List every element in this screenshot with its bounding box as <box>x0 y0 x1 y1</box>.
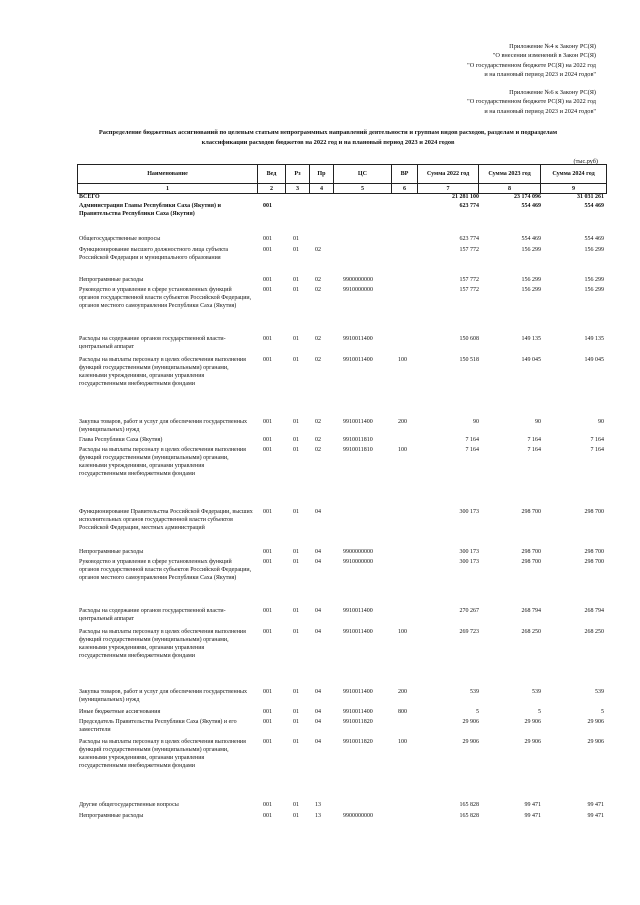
row-name: Функционирование Правительства Российской Федерации, высших исполнительных органов государственной власти субъектов Российской Федерации, местных администраций <box>79 509 253 531</box>
row-ved: 001 <box>263 509 272 515</box>
appendix-note-line: и на плановый период 2023 и 2024 годов" <box>484 70 596 78</box>
row-ved: 001 <box>263 689 272 695</box>
row-name: Непрограммные расходы <box>79 813 144 819</box>
row-name: ВСЕГО <box>79 194 100 200</box>
row-sum-2023: 7 164 <box>527 447 541 453</box>
row-pr: 02 <box>315 357 321 363</box>
row-sum-2023: 5 <box>538 709 541 715</box>
row-name: Глава Республики Саха (Якутия) <box>79 437 163 443</box>
row-cs: 9910011400 <box>343 709 373 715</box>
row-sum-2022: 90 <box>473 419 479 425</box>
document-title: Распределение бюджетных ассигнований по целевым статьям непрограммных направлений деятельности и группам видов расходов, разделам и подразделам классификации расходов бюджетов на 2022 год и на плановый период 2023 и 2024 годов <box>98 129 558 146</box>
row-sum-2023: 298 700 <box>521 509 541 515</box>
appendix-note-line: Приложение №6 к Закону РС(Я) <box>509 89 596 96</box>
appendix-note-4 <box>336 42 596 79</box>
row-sum-2022: 150 608 <box>459 336 479 342</box>
row-sum-2024: 149 045 <box>584 357 604 363</box>
appendix-note-line: Приложение №4 к Закону РС(Я) <box>509 43 596 50</box>
row-sum-2022: 150 518 <box>459 357 479 363</box>
row-rz: 01 <box>293 236 299 242</box>
row-vr: 200 <box>398 419 407 425</box>
row-pr: 13 <box>315 813 321 819</box>
row-sum-2023: 29 906 <box>524 739 541 745</box>
row-sum-2024: 554 469 <box>584 203 604 209</box>
row-rz: 01 <box>293 447 299 453</box>
row-sum-2022: 623 774 <box>459 203 479 209</box>
row-pr: 04 <box>315 509 321 515</box>
row-sum-2024: 99 471 <box>587 813 604 819</box>
row-ved: 001 <box>263 549 272 555</box>
column-header-vr: ВР <box>392 165 418 184</box>
row-rz: 01 <box>293 689 299 695</box>
row-rz: 01 <box>293 802 299 808</box>
row-name: Закупка товаров, работ и услуг для обеспечения государственных (муниципальных) нужд <box>79 419 248 433</box>
row-name: Председатель Правительства Республики Саха (Якутия) и его заместители <box>79 719 237 733</box>
row-sum-2022: 623 774 <box>459 236 479 242</box>
row-rz: 01 <box>293 509 299 515</box>
row-sum-2022: 300 173 <box>459 549 479 555</box>
row-sum-2024: 156 299 <box>584 287 604 293</box>
row-ved: 001 <box>263 336 272 342</box>
row-rz: 01 <box>293 336 299 342</box>
column-number: 7 <box>418 184 479 194</box>
row-rz: 01 <box>293 247 299 253</box>
column-header-2024: Сумма 2024 год <box>541 165 607 184</box>
appendix-note-line: "О государственном бюджете РС(Я) на 2022 год <box>467 61 596 69</box>
row-sum-2023: 99 471 <box>524 813 541 819</box>
row-ved: 001 <box>263 247 272 253</box>
row-name: Администрация Главы Республики Саха (Якутия) и Правительства Республики Саха (Якутия) <box>79 203 221 217</box>
column-header-ved: Вед <box>258 165 286 184</box>
column-number: 5 <box>334 184 392 194</box>
row-sum-2022: 300 173 <box>459 509 479 515</box>
row-name: Расходы на выплаты персоналу в целях обеспечения выполнения функций государственными (муниципальными) органами, казенными учреждениями, органами управления государственными внебюджетными фондами <box>79 447 246 477</box>
row-sum-2023: 554 469 <box>521 203 541 209</box>
row-ved: 001 <box>263 419 272 425</box>
row-rz: 01 <box>293 719 299 725</box>
row-sum-2023: 149 135 <box>521 336 541 342</box>
row-ved: 001 <box>263 802 272 808</box>
row-ved: 001 <box>263 287 272 293</box>
row-pr: 04 <box>315 719 321 725</box>
row-sum-2024: 99 471 <box>587 802 604 808</box>
units-label: (тыс.руб) <box>573 158 598 165</box>
row-sum-2022: 300 173 <box>459 559 479 565</box>
column-number: 2 <box>258 184 286 194</box>
row-sum-2022: 269 723 <box>459 629 479 635</box>
row-cs: 9910011810 <box>343 437 373 443</box>
row-pr: 02 <box>315 247 321 253</box>
row-ved: 001 <box>263 203 272 209</box>
row-rz: 01 <box>293 287 299 293</box>
row-name: Руководство и управление в сфере установленных функций органов государственной власти субъектов Российской Федерации, органов местного самоуправления Республики Саха (Якутия) <box>79 559 252 581</box>
row-sum-2023: 156 299 <box>521 247 541 253</box>
row-sum-2023: 90 <box>535 419 541 425</box>
row-rz: 01 <box>293 739 299 745</box>
row-name: Непрограммные расходы <box>79 277 144 283</box>
row-ved: 001 <box>263 719 272 725</box>
column-number: 3 <box>286 184 310 194</box>
row-sum-2023: 268 794 <box>521 608 541 614</box>
row-sum-2024: 156 299 <box>584 247 604 253</box>
row-cs: 9900000000 <box>343 277 373 283</box>
row-sum-2022: 157 772 <box>459 287 479 293</box>
row-sum-2024: 31 031 261 <box>577 194 604 200</box>
row-cs: 9910011400 <box>343 629 373 635</box>
row-sum-2022: 539 <box>470 689 479 695</box>
row-vr: 200 <box>398 689 407 695</box>
row-rz: 01 <box>293 437 299 443</box>
row-sum-2024: 5 <box>601 709 604 715</box>
row-pr: 04 <box>315 739 321 745</box>
row-sum-2023: 298 700 <box>521 549 541 555</box>
row-cs: 9910011820 <box>343 739 373 745</box>
row-rz: 01 <box>293 813 299 819</box>
row-name: Расходы на выплаты персоналу в целях обеспечения выполнения функций государственными (муниципальными) органами, казенными учреждениями, органами управления государственными внебюджетными фондами <box>79 629 246 659</box>
row-sum-2023: 156 299 <box>521 277 541 283</box>
row-ved: 001 <box>263 236 272 242</box>
row-rz: 01 <box>293 709 299 715</box>
row-pr: 02 <box>315 277 321 283</box>
row-sum-2024: 554 469 <box>584 236 604 242</box>
appendix-note-6 <box>336 88 596 116</box>
row-sum-2023: 268 250 <box>521 629 541 635</box>
row-name: Расходы на выплаты персоналу в целях обеспечения выполнения функций государственными (муниципальными) органами, казенными учреждениями, органами управления государственными внебюджетными фондами <box>79 739 246 769</box>
row-pr: 13 <box>315 802 321 808</box>
row-sum-2022: 21 281 100 <box>452 194 479 200</box>
row-rz: 01 <box>293 549 299 555</box>
row-ved: 001 <box>263 709 272 715</box>
row-name: Функционирование высшего должностного лица субъекта Российской Федерации и муниципального образования <box>79 247 229 261</box>
appendix-note-line: "О внесении изменений в Закон РС(Я) <box>492 52 596 60</box>
column-number: 6 <box>392 184 418 194</box>
row-sum-2023: 539 <box>532 689 541 695</box>
row-sum-2022: 165 828 <box>459 813 479 819</box>
column-header-rz: Рз <box>286 165 310 184</box>
row-pr: 02 <box>315 437 321 443</box>
row-pr: 02 <box>315 287 321 293</box>
row-cs: 9900000000 <box>343 549 373 555</box>
row-sum-2022: 165 828 <box>459 802 479 808</box>
row-name: Непрограммные расходы <box>79 549 144 555</box>
row-sum-2023: 99 471 <box>524 802 541 808</box>
row-rz: 01 <box>293 277 299 283</box>
row-sum-2022: 7 164 <box>465 437 479 443</box>
row-sum-2023: 7 164 <box>527 437 541 443</box>
row-sum-2024: 298 700 <box>584 509 604 515</box>
row-cs: 9910011400 <box>343 689 373 695</box>
row-sum-2023: 554 469 <box>521 236 541 242</box>
row-sum-2022: 270 267 <box>459 608 479 614</box>
column-header-2023: Сумма 2023 год <box>479 165 541 184</box>
row-ved: 001 <box>263 629 272 635</box>
row-pr: 04 <box>315 689 321 695</box>
row-rz: 01 <box>293 419 299 425</box>
row-sum-2024: 7 164 <box>590 447 604 453</box>
row-sum-2024: 149 135 <box>584 336 604 342</box>
row-pr: 02 <box>315 419 321 425</box>
row-rz: 01 <box>293 559 299 565</box>
column-number: 8 <box>479 184 541 194</box>
row-vr: 100 <box>398 357 407 363</box>
row-vr: 100 <box>398 739 407 745</box>
row-sum-2024: 29 906 <box>587 719 604 725</box>
column-header-name: Наименование <box>78 165 258 184</box>
row-vr: 100 <box>398 629 407 635</box>
row-ved: 001 <box>263 559 272 565</box>
budget-table-header <box>77 164 607 194</box>
column-header-cs: ЦС <box>334 165 392 184</box>
row-name: Иные бюджетные ассигнования <box>79 709 161 715</box>
row-sum-2024: 268 250 <box>584 629 604 635</box>
row-cs: 9910011400 <box>343 357 373 363</box>
row-cs: 9910011400 <box>343 419 373 425</box>
row-rz: 01 <box>293 629 299 635</box>
row-sum-2024: 539 <box>595 689 604 695</box>
column-number: 1 <box>78 184 258 194</box>
column-header-pr: Пр <box>310 165 334 184</box>
row-ved: 001 <box>263 739 272 745</box>
row-pr: 04 <box>315 559 321 565</box>
appendix-note-line: и на плановый период 2023 и 2024 годов" <box>484 107 596 115</box>
row-cs: 9910011810 <box>343 447 373 453</box>
row-pr: 04 <box>315 608 321 614</box>
row-sum-2022: 5 <box>476 709 479 715</box>
row-name: Закупка товаров, работ и услуг для обеспечения государственных (муниципальных) нужд <box>79 689 248 703</box>
row-rz: 01 <box>293 608 299 614</box>
row-sum-2024: 29 906 <box>587 739 604 745</box>
row-ved: 001 <box>263 357 272 363</box>
row-cs: 9910011400 <box>343 336 373 342</box>
row-cs: 9910011820 <box>343 719 373 725</box>
appendix-note-line: "О государственном бюджете РС(Я) на 2022 год <box>467 98 596 106</box>
row-sum-2022: 29 906 <box>462 739 479 745</box>
row-ved: 001 <box>263 608 272 614</box>
row-name: Расходы на содержание органов государственной власти- центральный аппарат <box>79 336 226 350</box>
row-sum-2023: 149 045 <box>521 357 541 363</box>
row-pr: 04 <box>315 629 321 635</box>
row-cs: 9910000000 <box>343 287 373 293</box>
column-number: 9 <box>541 184 607 194</box>
row-name: Расходы на выплаты персоналу в целях обеспечения выполнения функций государственными (муниципальными) органами, казенными учреждениями, органами управления государственными внебюджетными фондами <box>79 357 246 387</box>
row-sum-2022: 157 772 <box>459 277 479 283</box>
row-sum-2023: 29 906 <box>524 719 541 725</box>
row-ved: 001 <box>263 437 272 443</box>
row-pr: 02 <box>315 447 321 453</box>
row-ved: 001 <box>263 813 272 819</box>
row-pr: 04 <box>315 709 321 715</box>
row-cs: 9910011400 <box>343 608 373 614</box>
column-header-2022: Сумма 2022 год <box>418 165 479 184</box>
row-name: Расходы на содержание органов государственной власти- центральный аппарат <box>79 608 226 622</box>
row-sum-2024: 268 794 <box>584 608 604 614</box>
row-sum-2024: 298 700 <box>584 549 604 555</box>
column-number: 4 <box>310 184 334 194</box>
row-sum-2024: 7 164 <box>590 437 604 443</box>
row-sum-2024: 298 700 <box>584 559 604 565</box>
row-sum-2022: 29 906 <box>462 719 479 725</box>
row-ved: 001 <box>263 277 272 283</box>
row-vr: 800 <box>398 709 407 715</box>
row-sum-2022: 7 164 <box>465 447 479 453</box>
row-sum-2024: 90 <box>598 419 604 425</box>
row-cs: 9900000000 <box>343 813 373 819</box>
row-sum-2023: 23 174 096 <box>514 194 541 200</box>
row-pr: 02 <box>315 336 321 342</box>
row-sum-2023: 298 700 <box>521 559 541 565</box>
row-sum-2023: 156 299 <box>521 287 541 293</box>
row-pr: 04 <box>315 549 321 555</box>
row-cs: 9910000000 <box>343 559 373 565</box>
row-sum-2022: 157 772 <box>459 247 479 253</box>
row-name: Другие общегосударственные вопросы <box>79 802 179 808</box>
row-rz: 01 <box>293 357 299 363</box>
row-ved: 001 <box>263 447 272 453</box>
row-name: Руководство и управление в сфере установленных функций органов государственной власти субъектов Российской Федерации, органов местного самоуправления Республики Саха (Якутия) <box>79 287 252 309</box>
row-vr: 100 <box>398 447 407 453</box>
row-name: Общегосударственные вопросы <box>79 236 161 242</box>
row-sum-2024: 156 299 <box>584 277 604 283</box>
